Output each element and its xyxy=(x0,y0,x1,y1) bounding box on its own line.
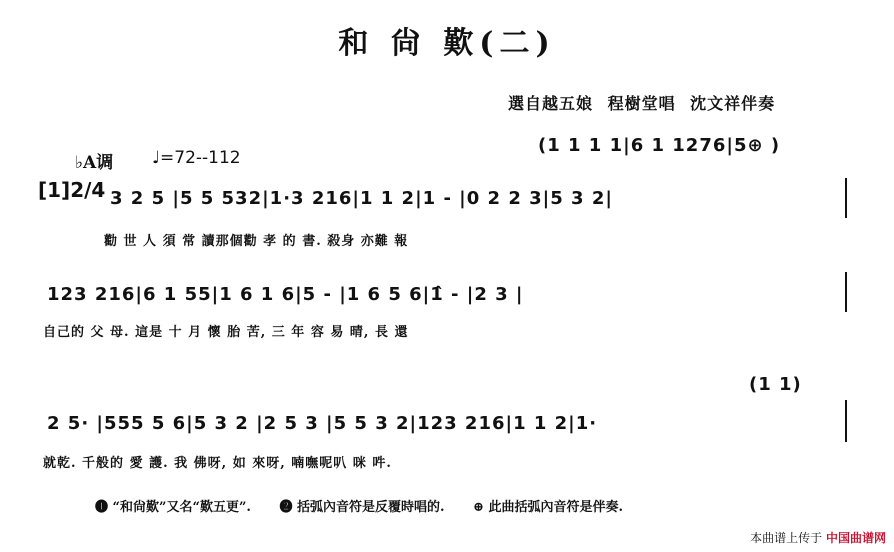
lyrics-line-2: 自己的 父 母. 這是 十 月 懷 胎 苦, 三 年 容 易 晴, 長 還 xyxy=(43,325,409,340)
watermark-prefix: 本曲谱上传于 xyxy=(750,531,823,545)
lyrics-line-3: 就乾. 千般的 愛 護. 我 佛呀, 如 來呀, 喃嘸呢叭 咪 吽. xyxy=(43,456,392,471)
watermark-brand: 中国曲谱网 xyxy=(825,531,886,545)
notation-line-1: 3 2 5 |5 5 532|1·3 216|1 1 2|1 - |0 2 2 3|5 3 2| xyxy=(110,188,613,209)
system3-intro: (1 1) xyxy=(749,374,802,395)
footnote-2: ❷ 括弧內音符是反覆時唱的. xyxy=(279,500,445,515)
key-signature: ♭A调 xyxy=(75,153,114,173)
footnote-3: ⊕ 此曲括弧內音符是伴奏. xyxy=(473,500,624,515)
section-label: [1]2/4 xyxy=(38,178,106,202)
lyrics-line-1: 勸 世 人 須 常 讀那個勸 孝 的 書. 殺身 亦難 報 xyxy=(104,234,409,249)
barline xyxy=(845,178,847,218)
footnote-1: ❶ “和尙歎”又名“歎五更”. xyxy=(95,500,251,515)
footnotes xyxy=(95,496,647,515)
intro-accompaniment: (1 1 1 1|6 1 1276|5⊕ ) xyxy=(538,135,781,156)
credits: 選自越五娘 程樹堂唱 沈文祥伴奏 xyxy=(508,94,776,113)
barline xyxy=(845,272,847,312)
watermark xyxy=(750,529,886,546)
notation-line-3: 2 5· |555 5 6|5 3 2 |2 5 3 |5 5 3 2|123 216|1 1 2|1· xyxy=(47,413,598,434)
page-title: 和 尙 歎(二) xyxy=(338,26,556,61)
notation-line-2: 123 216|6 1 55|1 6 1 6|5 - |1 6 5 6|1̂ - |2 3 | xyxy=(47,284,524,305)
barline xyxy=(845,400,847,442)
tempo-marking: ♩=72--112 xyxy=(152,148,241,168)
